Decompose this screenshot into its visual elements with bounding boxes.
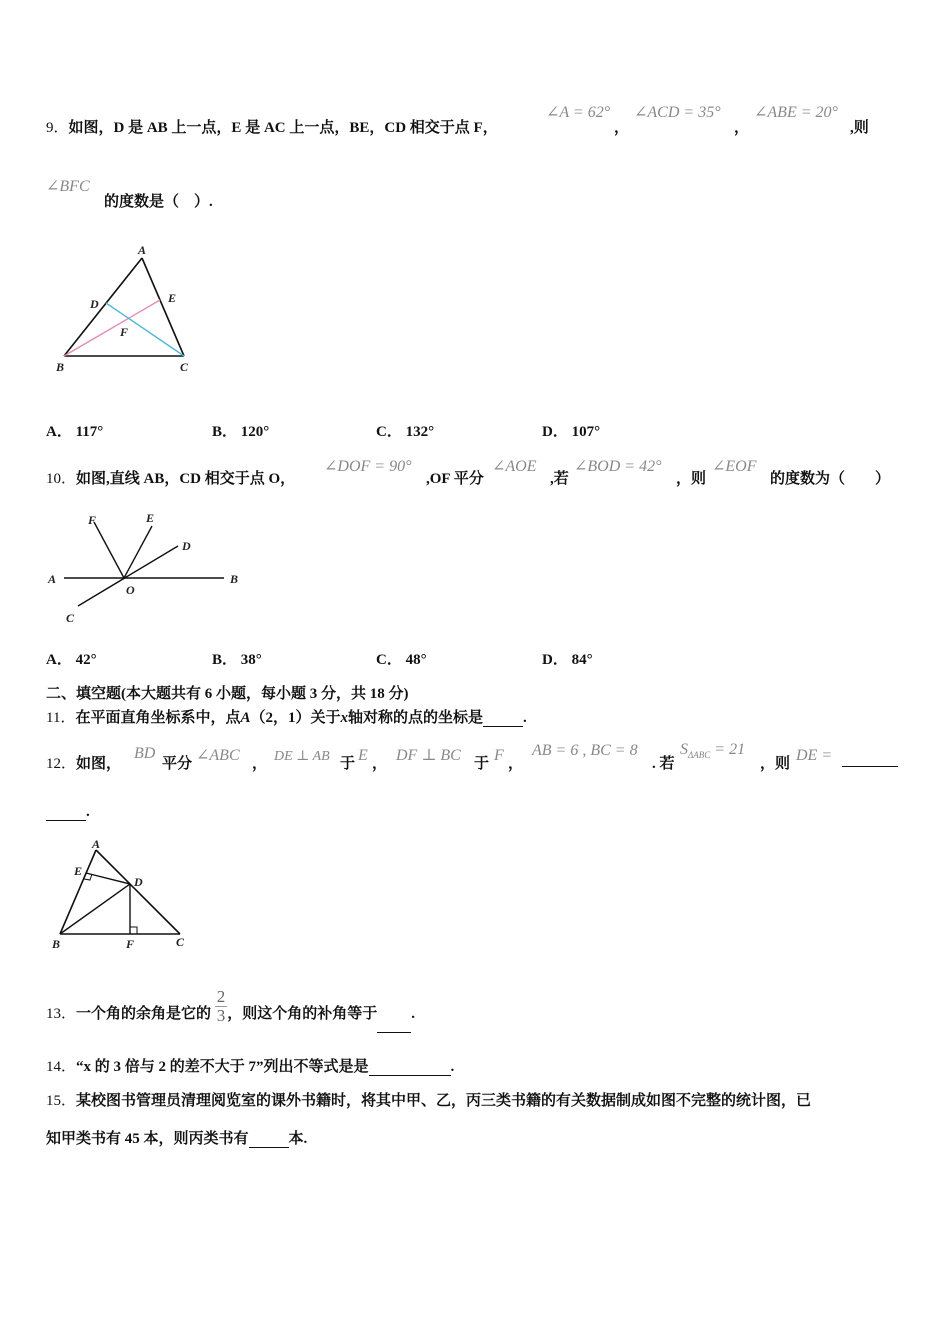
q12-t8: ，则: [760, 756, 791, 772]
q9-label-c: C: [180, 360, 189, 374]
q9-segment-be: [64, 300, 160, 356]
q12-label-c: C: [176, 935, 185, 949]
q14-line: 14．“x 的 3 倍与 2 的差不大于 7”列出不等式是是 .: [46, 1059, 455, 1075]
q12-t3: 于: [340, 756, 356, 772]
q9-option-d[interactable]: D． 107°: [542, 424, 601, 440]
q12-answer-blank-part1[interactable]: [842, 752, 898, 767]
q12-t6: ，: [508, 756, 524, 772]
q15-answer-blank[interactable]: [249, 1133, 289, 1148]
q12-math-f: F: [494, 747, 504, 764]
q12-t5: 于: [474, 756, 490, 772]
q10-label-e: E: [146, 511, 155, 525]
q12-label-d: D: [134, 875, 143, 889]
q9-math-angle-bfc: ∠BFC: [46, 178, 90, 195]
q10-text-a: 如图,直线 AB，CD 相交于点 O，: [76, 471, 296, 487]
q10-line-cd: [78, 546, 178, 606]
q10-option-d[interactable]: D． 84°: [542, 652, 593, 668]
q12-label-b: B: [52, 937, 61, 951]
q9-line1: [46, 116, 498, 137]
q9-math-angle-acd: ∠ACD = 35°: [634, 104, 721, 121]
q12-line2: .: [46, 804, 90, 821]
q10-text-c: ,若: [550, 471, 569, 487]
q10-lines-figure: [44, 508, 254, 630]
q15-line1: 15．某校图书管理员清理阅览室的课外书籍时，将其中甲、乙，丙三类书籍的有关数据制成如图不完整的统计图，已: [46, 1093, 812, 1109]
q9-label-a: A: [138, 243, 147, 257]
q15-number: 15．: [46, 1093, 77, 1109]
q12-math-area: $S_{\Delta ABC} = 21$: [680, 741, 746, 761]
q9-label-d: D: [90, 297, 99, 311]
q9-label-e: E: [168, 291, 177, 305]
q12-label-e: E: [74, 864, 83, 878]
q10-label-a: A: [48, 572, 57, 586]
q10-label-b: B: [230, 572, 239, 586]
q12-math-de-ab: DE ⊥ AB: [274, 749, 330, 764]
q9-number: 9．: [46, 120, 69, 136]
q11-answer-blank[interactable]: [483, 712, 523, 727]
q12-math-e: E: [358, 747, 368, 764]
q10-math-angle-eof: ∠EOF: [712, 458, 757, 475]
q15-line2: 知甲类书有 45 本，则丙类书有 本.: [46, 1131, 308, 1147]
q12-math-df-bc: DF ⊥ BC: [396, 747, 461, 764]
q14-number: 14．: [46, 1059, 77, 1075]
q10-ray-of: [94, 522, 124, 578]
q9-option-a[interactable]: A． 117°: [46, 424, 104, 440]
q12-t1: 平分: [162, 756, 193, 772]
q9-side-ab: [64, 258, 142, 356]
q9-sep2: ，: [734, 120, 750, 136]
q14-answer-blank[interactable]: [369, 1061, 451, 1076]
q12-math-abc: ∠ABC: [196, 747, 240, 764]
q9-math-angle-a: ∠A = 62°: [546, 104, 611, 121]
q9-option-c[interactable]: C． 132°: [376, 424, 435, 440]
q13-line: 13．一个角的余角是它的 $\frac{2}{3}$ ，则这个角的补角等于 .: [46, 996, 415, 1033]
q12-math-de: DE =: [796, 747, 833, 764]
q10-math-angle-dof: ∠DOF = 90°: [324, 458, 412, 475]
q11-line: 11．在平面直角坐标系中，点A（2，1）关于x轴对称的点的坐标是 .: [46, 710, 527, 726]
q10-text-b: ,OF 平分: [426, 471, 484, 487]
q10-math-angle-bod: ∠BOD = 42°: [574, 458, 662, 475]
q12-math-bd: BD: [134, 745, 156, 762]
q12-line1: 12．如图，: [46, 756, 122, 772]
q10-line1: [46, 467, 295, 488]
q10-label-o: O: [126, 583, 135, 597]
q9-triangle-figure: [48, 240, 208, 380]
q10-label-f: F: [88, 513, 97, 527]
q12-math-ab-bc: AB = 6 , BC = 8: [532, 742, 638, 759]
q12-number: 12．: [46, 756, 77, 772]
q9-math-angle-abe: ∠ABE = 20°: [754, 104, 838, 121]
q10-text-e: 的度数为（ ）: [770, 471, 891, 487]
q10-option-b[interactable]: B． 38°: [212, 652, 262, 668]
q10-option-a[interactable]: A． 42°: [46, 652, 97, 668]
section-heading: 二、填空题(本大题共有 6 小题，每小题 3 分，共 18 分): [46, 686, 409, 702]
q10-text-d: ，则: [676, 471, 707, 487]
q10-math-angle-aoe: ∠AOE: [492, 458, 537, 475]
q9-sep1: ，: [614, 120, 630, 136]
q9-label-f: F: [120, 325, 129, 339]
q10-number: 10．: [46, 471, 77, 487]
q10-label-c: C: [66, 611, 75, 625]
q12-label-f: F: [126, 937, 135, 951]
q9-text-a: 如图，D 是 AB 上一点，E 是 AC 上一点，BE，CD 相交于点 F，: [68, 120, 498, 136]
q9-label-b: B: [56, 360, 65, 374]
q11-number: 11．: [46, 710, 76, 726]
q10-option-c[interactable]: C． 48°: [376, 652, 427, 668]
q9-text-b: ,则: [850, 120, 869, 136]
q12-triangle-figure: [46, 838, 196, 954]
q12-label-a: A: [92, 838, 101, 851]
q12-t2: ，: [252, 756, 268, 772]
q13-fraction: $\frac{2}{3}$: [216, 987, 226, 1025]
q13-number: 13．: [46, 1005, 77, 1022]
q9-option-b[interactable]: B． 120°: [212, 424, 270, 440]
q12-t7: . 若: [652, 756, 675, 772]
q12-answer-blank-part2[interactable]: [46, 806, 86, 821]
q12-side-ac: [96, 850, 180, 934]
q10-label-d: D: [182, 539, 191, 553]
q13-answer-blank[interactable]: [377, 1018, 411, 1033]
q12-t4: ，: [372, 756, 388, 772]
q12-right-angle-f: [130, 927, 137, 934]
q9-text-c: 的度数是（ ）.: [104, 194, 213, 210]
